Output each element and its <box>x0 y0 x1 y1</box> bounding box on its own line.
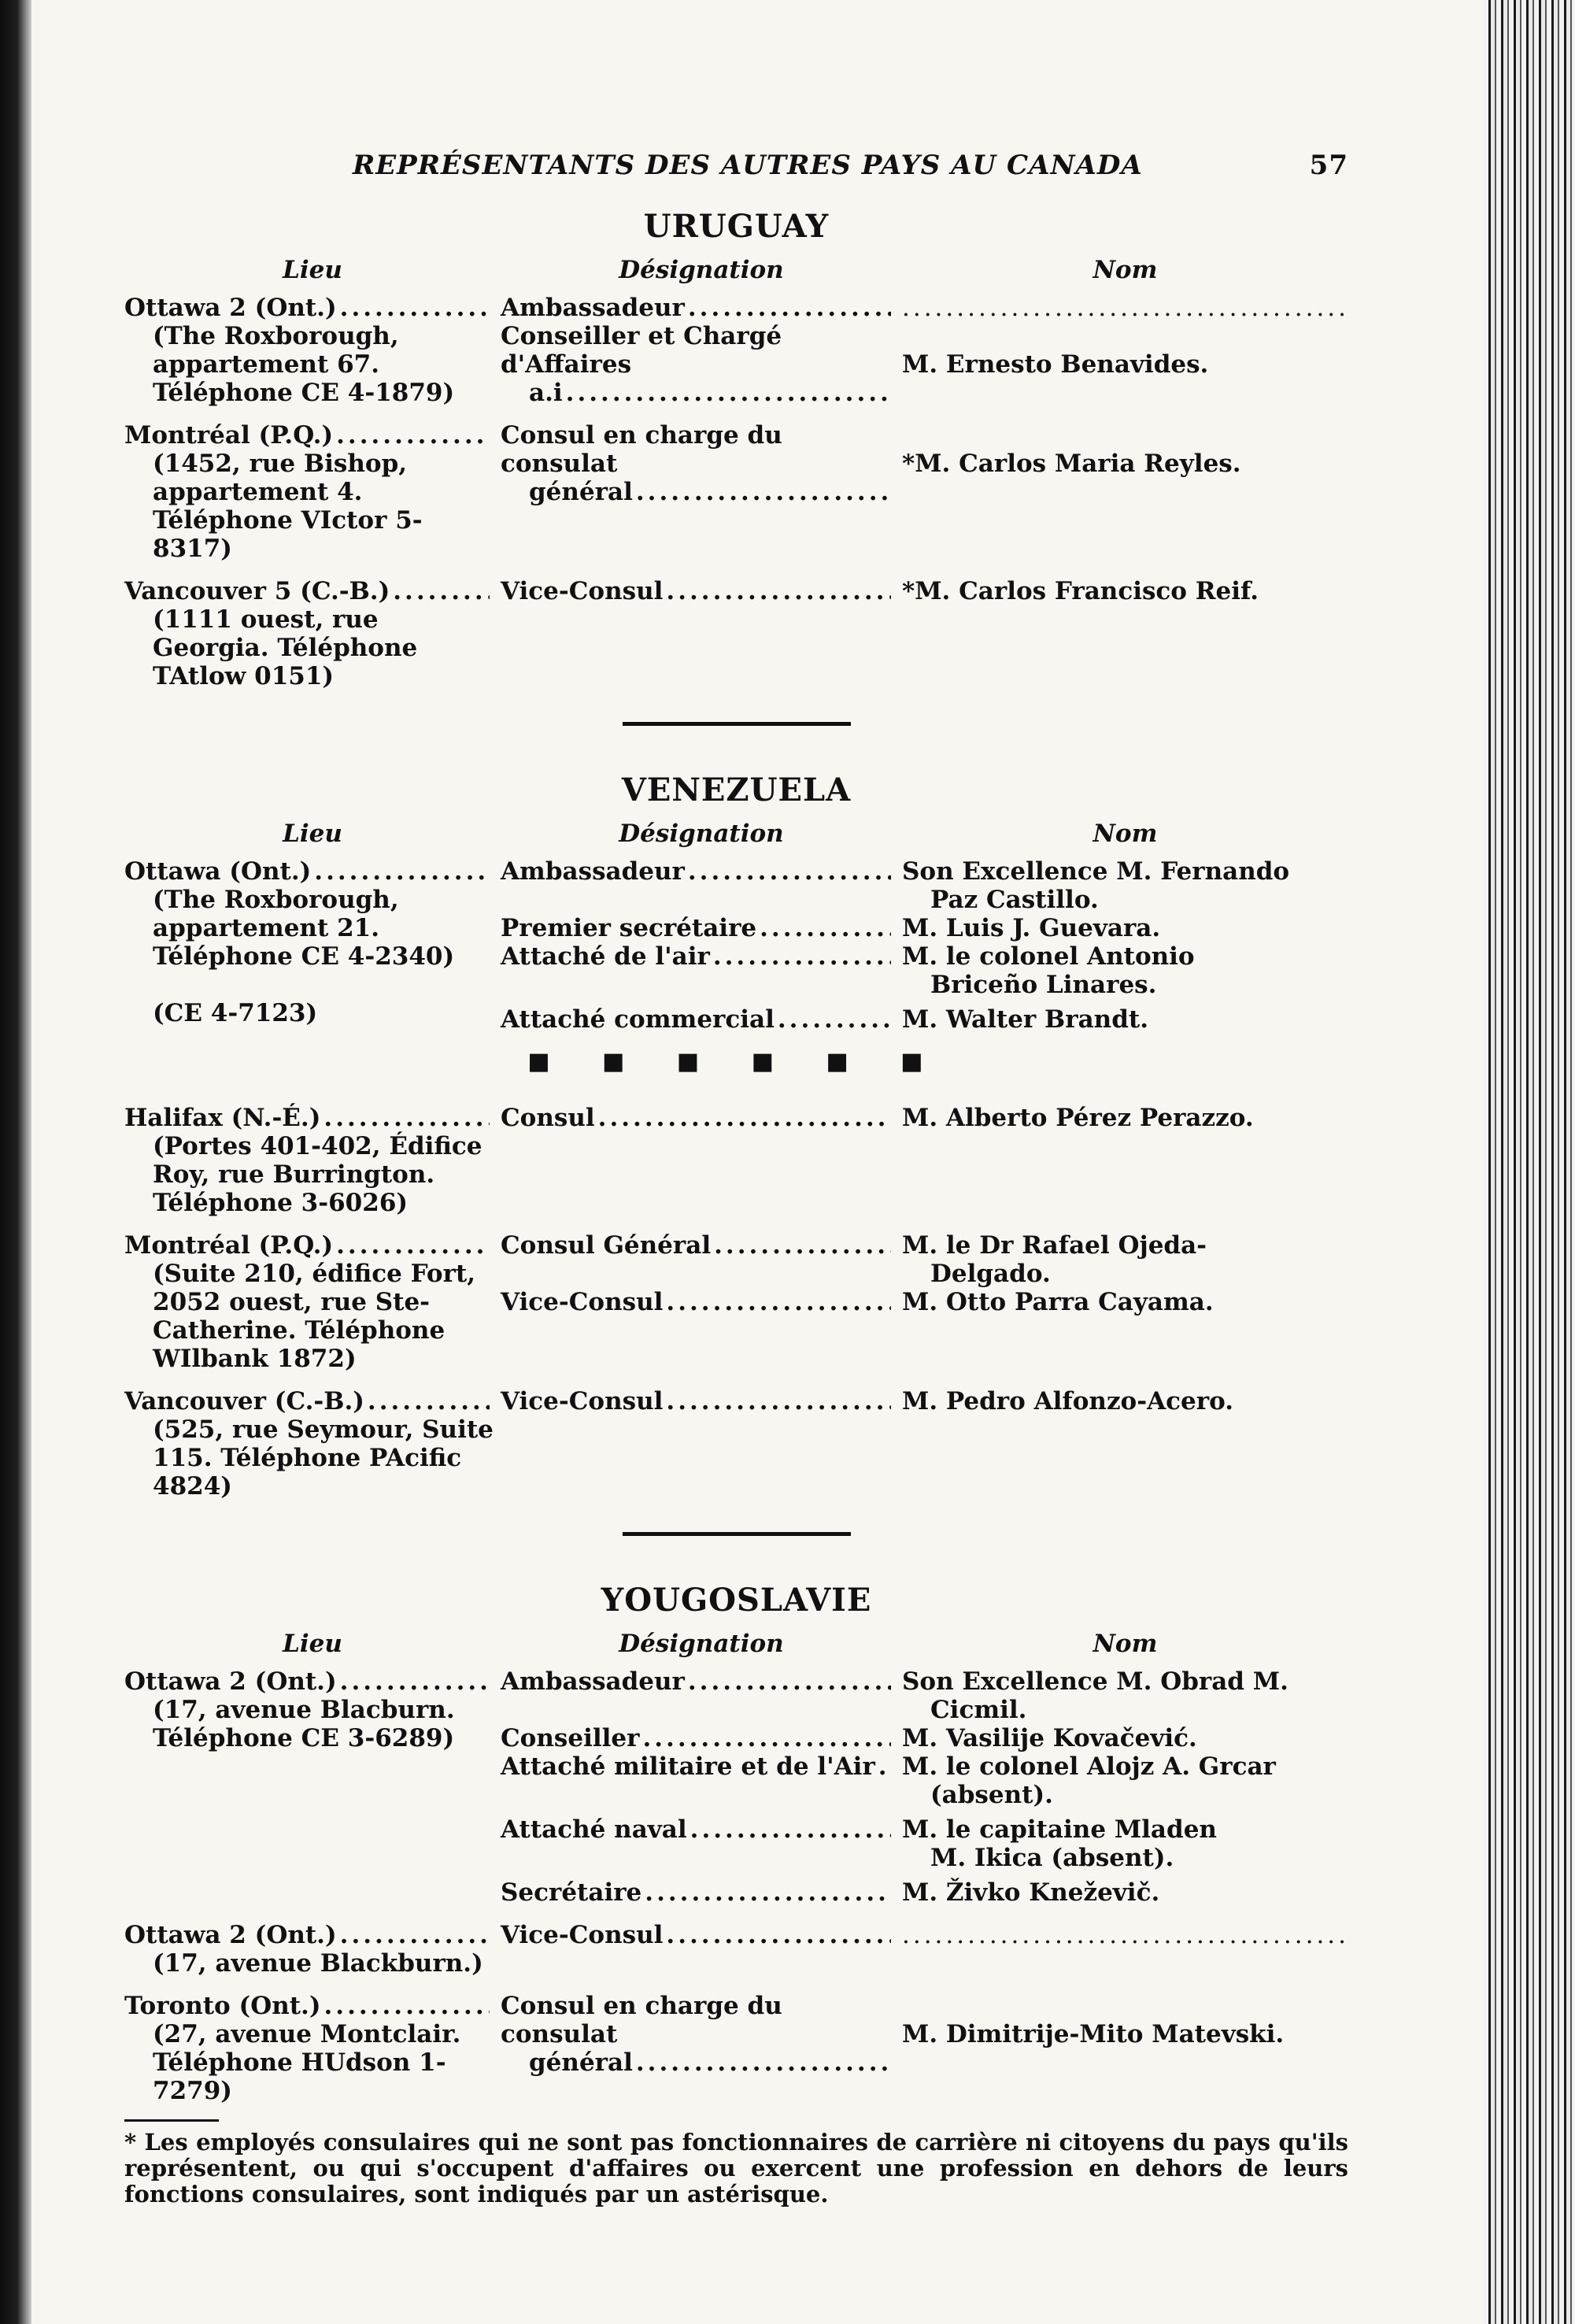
venezuela-entry-montreal <box>124 1231 1348 1373</box>
place-cell <box>124 1992 501 2105</box>
representative-name-cont: Briceño Linares. <box>930 971 1157 999</box>
designation-cell <box>501 1104 902 1217</box>
uruguay-entry-vancouver <box>124 577 1348 690</box>
place-detail: (27, avenue Montclair. Téléphone HUdson 1-7279) <box>153 2020 461 2105</box>
representative-name: M. le Dr Rafael Ojeda- <box>902 1231 1207 1260</box>
designation: Vice-Consul <box>501 1387 664 1415</box>
uruguay-entry-montreal <box>124 421 1348 563</box>
section-title-yougoslavie: YOUGOSLAVIE <box>601 1582 872 1619</box>
column-header-designation: Désignation <box>619 1630 784 1658</box>
place-name: Vancouver (C.-B.) <box>124 1387 364 1415</box>
designation-cell <box>501 857 902 1034</box>
designation-cell <box>501 421 902 563</box>
place-detail: (1111 ouest, rue Georgia. Téléphone TAtlow 0151) <box>153 605 418 690</box>
designation: Attaché naval <box>501 1815 687 1844</box>
section-divider <box>623 1532 851 1536</box>
place-detail: (Suite 210, édifice Fort, 2052 ouest, rue Ste-Catherine. Téléphone WIlbank 1872) <box>153 1260 476 1373</box>
uruguay-entry-ottawa <box>124 294 1348 407</box>
section-ornament: ■ ■ ■ ■ ■ ■ <box>527 1048 945 1075</box>
page-content <box>124 150 1348 2207</box>
column-header-place: Lieu <box>283 1630 342 1658</box>
place-cell <box>124 1667 501 1907</box>
designation: Ambassadeur <box>501 857 685 886</box>
name-cell <box>902 1992 1348 2105</box>
column-header-name: Nom <box>1093 820 1158 848</box>
place-name: Montréal (P.Q.) <box>124 421 334 450</box>
representative-name: M. Dimitrije-Mito Matevski. <box>902 2020 1285 2048</box>
place-cell <box>124 1104 501 1217</box>
page-number: 57 <box>1309 150 1348 181</box>
designation: Consul <box>501 1104 595 1132</box>
representative-name: M. Ernesto Benavides. <box>902 350 1209 379</box>
venezuela-entry-halifax <box>124 1104 1348 1217</box>
document-page <box>31 0 1484 2324</box>
footnote-rule <box>124 2119 219 2122</box>
scan-binding-edge-left <box>0 0 31 2324</box>
designation: Secrétaire <box>501 1878 642 1907</box>
representative-name: M. Luis J. Guevara. <box>902 914 1161 942</box>
representative-name: *M. Carlos Francisco Reif. <box>902 577 1259 605</box>
representative-name: M. Vasilije Kovačević. <box>902 1724 1197 1752</box>
name-cell <box>902 577 1348 690</box>
place-cell <box>124 1921 501 1978</box>
representative-name: M. le capitaine Mladen <box>902 1815 1217 1844</box>
designation-cell <box>501 1921 902 1978</box>
designation: Attaché commercial <box>501 1005 775 1034</box>
representative-name-cont: Paz Castillo. <box>930 886 1099 914</box>
representative-name: M. Pedro Alfonzo-Acero. <box>902 1387 1234 1415</box>
yougoslavie-entry-ottawa-consulate <box>124 1921 1348 1978</box>
running-head-title: REPRÉSENTANTS DES AUTRES PAYS AU CANADA <box>353 150 1143 181</box>
representative-name: M. le colonel Alojz A. Grcar <box>902 1752 1276 1781</box>
designation: Vice-Consul <box>501 1288 664 1316</box>
scan-page-stack-edge-right <box>1484 0 1575 2324</box>
column-header-designation: Désignation <box>619 256 784 284</box>
place-name: Toronto (Ont.) <box>124 1992 321 2020</box>
place-detail: (525, rue Seymour, Suite 115. Téléphone PAcific 4824) <box>153 1415 494 1501</box>
yougoslavie-entry-ottawa <box>124 1667 1348 1907</box>
designation-cont: général <box>529 478 633 506</box>
name-cell <box>902 857 1348 1034</box>
venezuela-entry-ottawa <box>124 857 1348 1034</box>
place-cell <box>124 294 501 407</box>
designation: Conseiller et Chargé d'Affaires <box>501 322 782 379</box>
representative-name: M. Walter Brandt. <box>902 1005 1148 1034</box>
designation: Attaché militaire et de l'Air <box>501 1752 875 1781</box>
place-name: Vancouver 5 (C.-B.) <box>124 577 390 605</box>
designation-cell <box>501 1387 902 1501</box>
place-name: Ottawa 2 (Ont.) <box>124 1921 337 1949</box>
column-headers-venezuela <box>124 820 1348 857</box>
section-divider <box>623 722 851 726</box>
designation: Consul Général <box>501 1231 712 1260</box>
representative-name: M. le colonel Antonio <box>902 942 1195 971</box>
place-cell <box>124 577 501 690</box>
place-cell <box>124 1231 501 1373</box>
place-name: Halifax (N.-É.) <box>124 1104 321 1132</box>
place-name: Montréal (P.Q.) <box>124 1231 334 1260</box>
representative-name-cont: (absent). <box>930 1781 1053 1809</box>
column-header-name: Nom <box>1093 256 1158 284</box>
representative-name: *M. Carlos Maria Reyles. <box>902 450 1241 478</box>
yougoslavie-entry-toronto <box>124 1992 1348 2105</box>
vacant-name-leader <box>902 1921 1348 1949</box>
column-header-name: Nom <box>1093 1630 1158 1658</box>
footnote: * Les employés consulaires qui ne sont pas fonctionnaires de carrière ni citoyens du pays qu'ils représentent, ou qui s'occupent d'affaires ou exercent une profession en dehors de leurs fonctions consulaires, sont indiqués par un astérisque. <box>124 2129 1348 2207</box>
representative-name-cont: Cicmil. <box>930 1696 1027 1724</box>
running-head <box>124 150 1348 197</box>
name-cell <box>902 1231 1348 1373</box>
name-cell <box>902 1387 1348 1501</box>
place-detail: (17, avenue Blackburn.) <box>153 1949 483 1978</box>
designation: Ambassadeur <box>501 1667 685 1696</box>
name-cell <box>902 1104 1348 1217</box>
designation-cont: général <box>529 2048 633 2077</box>
place-detail: (Portes 401-402, Édifice Roy, rue Burrington. Téléphone 3-6026) <box>153 1132 482 1217</box>
designation-cell <box>501 1231 902 1373</box>
designation: Consul en charge du consulat <box>501 1992 782 2048</box>
place-cell <box>124 421 501 563</box>
representative-name: M. Otto Parra Cayama. <box>902 1288 1214 1316</box>
place-cell <box>124 1387 501 1501</box>
vacant-name-leader <box>902 294 1348 322</box>
designation-cont: a.i <box>529 379 563 407</box>
place-name: Ottawa 2 (Ont.) <box>124 294 337 322</box>
designation: Premier secrétaire <box>501 914 757 942</box>
designation: Conseiller <box>501 1724 640 1752</box>
column-headers-uruguay <box>124 256 1348 294</box>
designation-cell <box>501 294 902 407</box>
designation: Vice-Consul <box>501 577 664 605</box>
column-headers-yougoslavie <box>124 1630 1348 1667</box>
representative-name: Son Excellence M. Obrad M. <box>902 1667 1288 1696</box>
place-name: Ottawa (Ont.) <box>124 857 312 886</box>
representative-name-cont: M. Ikica (absent). <box>930 1844 1174 1872</box>
name-cell <box>902 294 1348 407</box>
representative-name: M. Živko Kneževič. <box>902 1878 1160 1907</box>
place-detail-phone: (CE 4-7123) <box>153 999 318 1027</box>
designation: Attaché de l'air <box>501 942 710 971</box>
section-title-venezuela: VENEZUELA <box>621 772 852 809</box>
representative-name-cont: Delgado. <box>930 1260 1051 1288</box>
place-detail: (1452, rue Bishop, appartement 4. Téléphone VIctor 5-8317) <box>153 450 423 563</box>
designation-cell <box>501 577 902 690</box>
name-cell <box>902 1921 1348 1978</box>
place-name: Ottawa 2 (Ont.) <box>124 1667 337 1696</box>
place-detail: (17, avenue Blacburn. Téléphone CE 3-6289) <box>153 1696 455 1752</box>
column-header-place: Lieu <box>283 256 342 284</box>
column-header-place: Lieu <box>283 820 342 848</box>
representative-name: M. Alberto Pérez Perazzo. <box>902 1104 1254 1132</box>
designation: Consul en charge du consulat <box>501 421 782 478</box>
column-header-designation: Désignation <box>619 820 784 848</box>
representative-name: Son Excellence M. Fernando <box>902 857 1290 886</box>
place-cell <box>124 857 501 1034</box>
place-detail: (The Roxborough, appartement 67. Téléphone CE 4-1879) <box>153 322 455 407</box>
designation: Vice-Consul <box>501 1921 664 1949</box>
designation-cell <box>501 1667 902 1907</box>
name-cell <box>902 421 1348 563</box>
section-title-uruguay: URUGUAY <box>643 208 830 245</box>
designation: Ambassadeur <box>501 294 685 322</box>
designation-cell <box>501 1992 902 2105</box>
place-detail: (The Roxborough, appartement 21. Téléphone CE 4-2340) <box>153 886 455 971</box>
name-cell <box>902 1667 1348 1907</box>
venezuela-entry-vancouver <box>124 1387 1348 1501</box>
